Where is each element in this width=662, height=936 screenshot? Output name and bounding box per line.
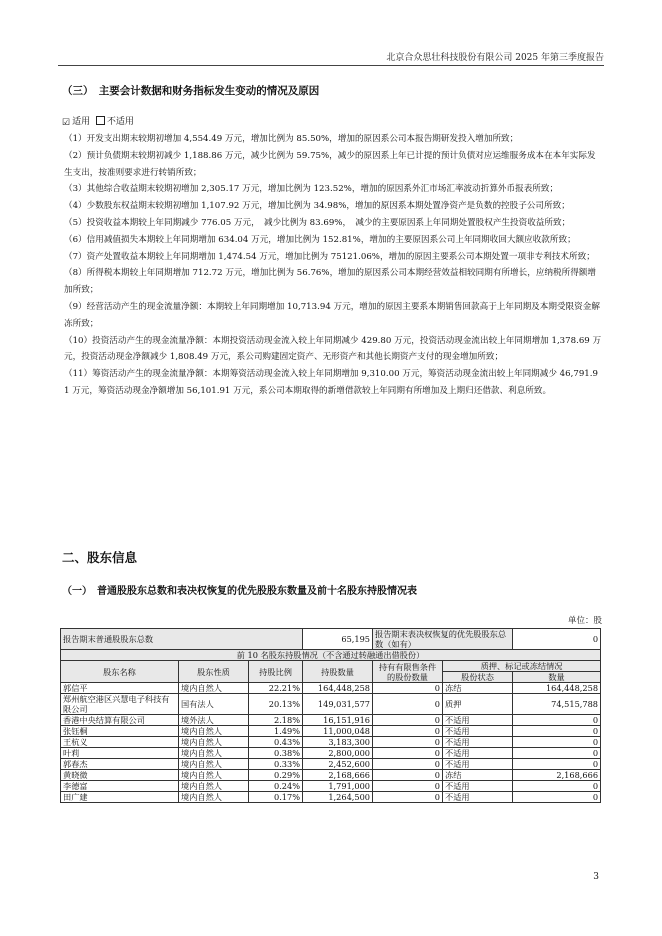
table-row — [61, 781, 601, 792]
col-header-qty: 持股数量 — [303, 661, 373, 683]
table-row — [61, 792, 601, 803]
table-row — [61, 694, 601, 715]
cell-name: 郭春杰 — [61, 759, 179, 770]
cell-ratio: 2.18% — [249, 715, 303, 726]
subsection-title-top-shareholders: （一） 普通股股东总数和表决权恢复的优先股股东数量及前十名股东持股情况表 — [62, 586, 417, 597]
cell-name: 张钰桐 — [61, 726, 179, 737]
cell-count: 0 — [513, 726, 601, 737]
cell-ratio: 0.33% — [249, 759, 303, 770]
paragraph: （8）所得税本期较上年同期增加 712.72 万元，增加比例为 56.76%，增加的原因系公司本期经营效益相较同期有所增长，应纳税所得额增加所致； — [64, 268, 596, 296]
section-title-shareholders: 二、股东信息 — [62, 550, 138, 565]
cell-ratio: 0.17% — [249, 792, 303, 803]
cell-restricted: 0 — [373, 759, 443, 770]
top10-caption-row — [61, 650, 601, 661]
cell-ratio: 22.21% — [249, 683, 303, 694]
cell-restricted: 0 — [373, 726, 443, 737]
unchecked-checkbox-icon — [96, 116, 105, 125]
cell-count: 0 — [513, 759, 601, 770]
cell-restricted: 0 — [373, 715, 443, 726]
table-row — [61, 726, 601, 737]
cell-qty: 2,800,000 — [303, 748, 373, 759]
cell-count: 0 — [513, 792, 601, 803]
cell-nature: 境内自然人 — [179, 792, 249, 803]
col-header-ratio: 持股比例 — [249, 661, 303, 683]
cell-ratio: 20.13% — [249, 694, 303, 715]
cell-restricted: 0 — [373, 683, 443, 694]
shareholder-table — [60, 628, 601, 803]
paragraph: （6）信用减值损失本期较上年同期增加 634.04 万元，增加比例为 152.81%，增加的主要原因系公司上年同期收回大额应收款所致； — [64, 234, 576, 245]
cell-count: 0 — [513, 748, 601, 759]
total-holders-label: 报告期末普通股股东总数 — [61, 629, 303, 650]
cell-name: 叶莉 — [61, 748, 179, 759]
header-divider — [58, 65, 604, 66]
cell-nature: 境内自然人 — [179, 759, 249, 770]
cell-ratio: 1.49% — [249, 726, 303, 737]
table-row — [61, 715, 601, 726]
cell-name: 王杭义 — [61, 737, 179, 748]
paragraph: （11）筹资活动产生的现金流量净额：本期筹资活动现金流入较上年同期增加 9,310.00 万元，筹资活动现金流出较上年同期减少 46,791.91 万元，筹资活动现金净额增加 56,101.91 万元，系公司本期取得的新增借款较上年同期有所增加及上期归还借款、利息所致。 — [64, 369, 598, 396]
report-header: 北京合众思壮科技股份有限公司 2025 年第三季度报告 — [386, 53, 604, 63]
paragraph: （3）其他综合收益期末较期初增加 2,305.17 万元，增加比例为 123.52%，增加的原因系外汇市场汇率波动折算外币报表所致； — [64, 184, 559, 195]
table-row — [61, 737, 601, 748]
paragraph: （2）预计负债期末较期初减少 1,188.86 万元，减少比例为 59.75%，减少的原因系上年已计提的预计负债对应运维服务成本在本年实际发生支出，按准则要求进行转销所致； — [64, 150, 596, 178]
col-header-status: 股份状态 — [443, 672, 513, 683]
cell-qty: 2,452,600 — [303, 759, 373, 770]
cell-nature: 境内自然人 — [179, 770, 249, 781]
cell-status: 不适用 — [443, 792, 513, 803]
paragraph: （9）经营活动产生的现金流量净额：本期较上年同期增加 10,713.94 万元，增加的原因主要系本期销售回款高于上年同期及本期受限资金解冻所致； — [64, 301, 600, 329]
cell-restricted: 0 — [373, 770, 443, 781]
header-row — [61, 661, 601, 672]
cell-status: 不适用 — [443, 759, 513, 770]
col-header-nature: 股东性质 — [179, 661, 249, 683]
cell-name: 李德富 — [61, 781, 179, 792]
cell-status: 不适用 — [443, 781, 513, 792]
cell-qty: 3,183,300 — [303, 737, 373, 748]
cell-name: 黄晓微 — [61, 770, 179, 781]
cell-nature: 境内自然人 — [179, 748, 249, 759]
col-header-restricted: 持有有限售条件的股份数量 — [373, 661, 443, 683]
page-number: 3 — [593, 872, 599, 882]
cell-count: 0 — [513, 715, 601, 726]
cell-name: 田广建 — [61, 792, 179, 803]
total-holders-value: 65,195 — [303, 629, 373, 650]
cell-qty: 2,168,666 — [303, 770, 373, 781]
cell-nature: 境内自然人 — [179, 737, 249, 748]
cell-name: 香港中央结算有限公司 — [61, 715, 179, 726]
cell-status: 不适用 — [443, 737, 513, 748]
cell-restricted: 0 — [373, 792, 443, 803]
cell-restricted: 0 — [373, 694, 443, 715]
cell-qty: 11,000,048 — [303, 726, 373, 737]
cell-count: 0 — [513, 737, 601, 748]
paragraph: （4）少数股东权益期末较期初增加 1,107.92 万元，增加比例为 34.98%，增加的原因系本期处置净资产是负数的控股子公司所致； — [64, 201, 570, 212]
unit-label: 单位：股 — [567, 616, 602, 626]
cell-count: 2,168,666 — [513, 770, 601, 781]
col-header-name: 股东名称 — [61, 661, 179, 683]
col-header-count: 数量 — [513, 672, 601, 683]
summary-row — [61, 629, 601, 650]
table-row — [61, 683, 601, 694]
cell-count: 164,448,258 — [513, 683, 601, 694]
paragraph: （5）投资收益本期较上年同期减少 776.05 万元， 减少比例为 83.69%， 减少的主要原因系上年同期处置股权产生投资收益所致； — [64, 217, 571, 228]
cell-name: 郭信平 — [61, 683, 179, 694]
cell-restricted: 0 — [373, 737, 443, 748]
cell-status: 不适用 — [443, 748, 513, 759]
preferred-holders-value: 0 — [513, 629, 601, 650]
cell-status: 冻结 — [443, 770, 513, 781]
change-explanations — [62, 131, 602, 400]
cell-count: 0 — [513, 781, 601, 792]
col-header-pledge-group: 质押、标记或冻结情况 — [443, 661, 601, 672]
cell-restricted: 0 — [373, 781, 443, 792]
cell-qty: 1,264,500 — [303, 792, 373, 803]
preferred-holders-label: 报告期末表决权恢复的优先股股东总数（如有） — [373, 629, 513, 650]
cell-qty: 149,031,577 — [303, 694, 373, 715]
table-row — [61, 748, 601, 759]
cell-name: 郑州航空港区兴慧电子科技有限公司 — [61, 694, 179, 715]
paragraph: （10）投资活动产生的现金流量净额：本期投资活动现金流入较上年同期减少 429.80 万元，投资活动现金流出较上年同期增加 1,378.69 万元，投资活动现金净额减少 1,808.49 万元，系公司购建固定资产、无形资产和其他长期资产支付的现金增加所致； — [64, 335, 602, 363]
cell-nature: 境内自然人 — [179, 781, 249, 792]
cell-ratio: 0.29% — [249, 770, 303, 781]
cell-nature: 国有法人 — [179, 694, 249, 715]
applicability-options — [62, 114, 134, 127]
cell-status: 冻结 — [443, 683, 513, 694]
cell-nature: 境内自然人 — [179, 726, 249, 737]
cell-count: 74,515,788 — [513, 694, 601, 715]
checked-checkbox-icon: ☑ — [62, 118, 71, 128]
cell-status: 不适用 — [443, 715, 513, 726]
cell-status: 质押 — [443, 694, 513, 715]
cell-ratio: 0.38% — [249, 748, 303, 759]
cell-status: 不适用 — [443, 726, 513, 737]
paragraph: （1）开发支出期末较期初增加 4,554.49 万元，增加比例为 85.50%，增加的原因系公司本报告期研发投入增加所致； — [64, 134, 519, 144]
cell-ratio: 0.24% — [249, 781, 303, 792]
cell-ratio: 0.43% — [249, 737, 303, 748]
cell-qty: 16,151,916 — [303, 715, 373, 726]
cell-nature: 境外法人 — [179, 715, 249, 726]
cell-restricted: 0 — [373, 748, 443, 759]
section-title-financial-changes: （三） 主要会计数据和财务指标发生变动的情况及原因 — [62, 85, 320, 97]
cell-nature: 境内自然人 — [179, 683, 249, 694]
not-applicable-label: 不适用 — [106, 117, 134, 127]
table-row — [61, 770, 601, 781]
cell-qty: 1,791,000 — [303, 781, 373, 792]
applicable-label: 适用 — [72, 117, 91, 127]
paragraph: （7）资产处置收益本期较上年同期增加 1,474.54 万元，增加比例为 75121.06%，增加的原因主要系公司本期处置一项非专利技术所致； — [64, 251, 595, 262]
table-row — [61, 759, 601, 770]
cell-qty: 164,448,258 — [303, 683, 373, 694]
top10-caption: 前 10 名股东持股情况（不含通过转融通出借股份） — [61, 650, 601, 661]
